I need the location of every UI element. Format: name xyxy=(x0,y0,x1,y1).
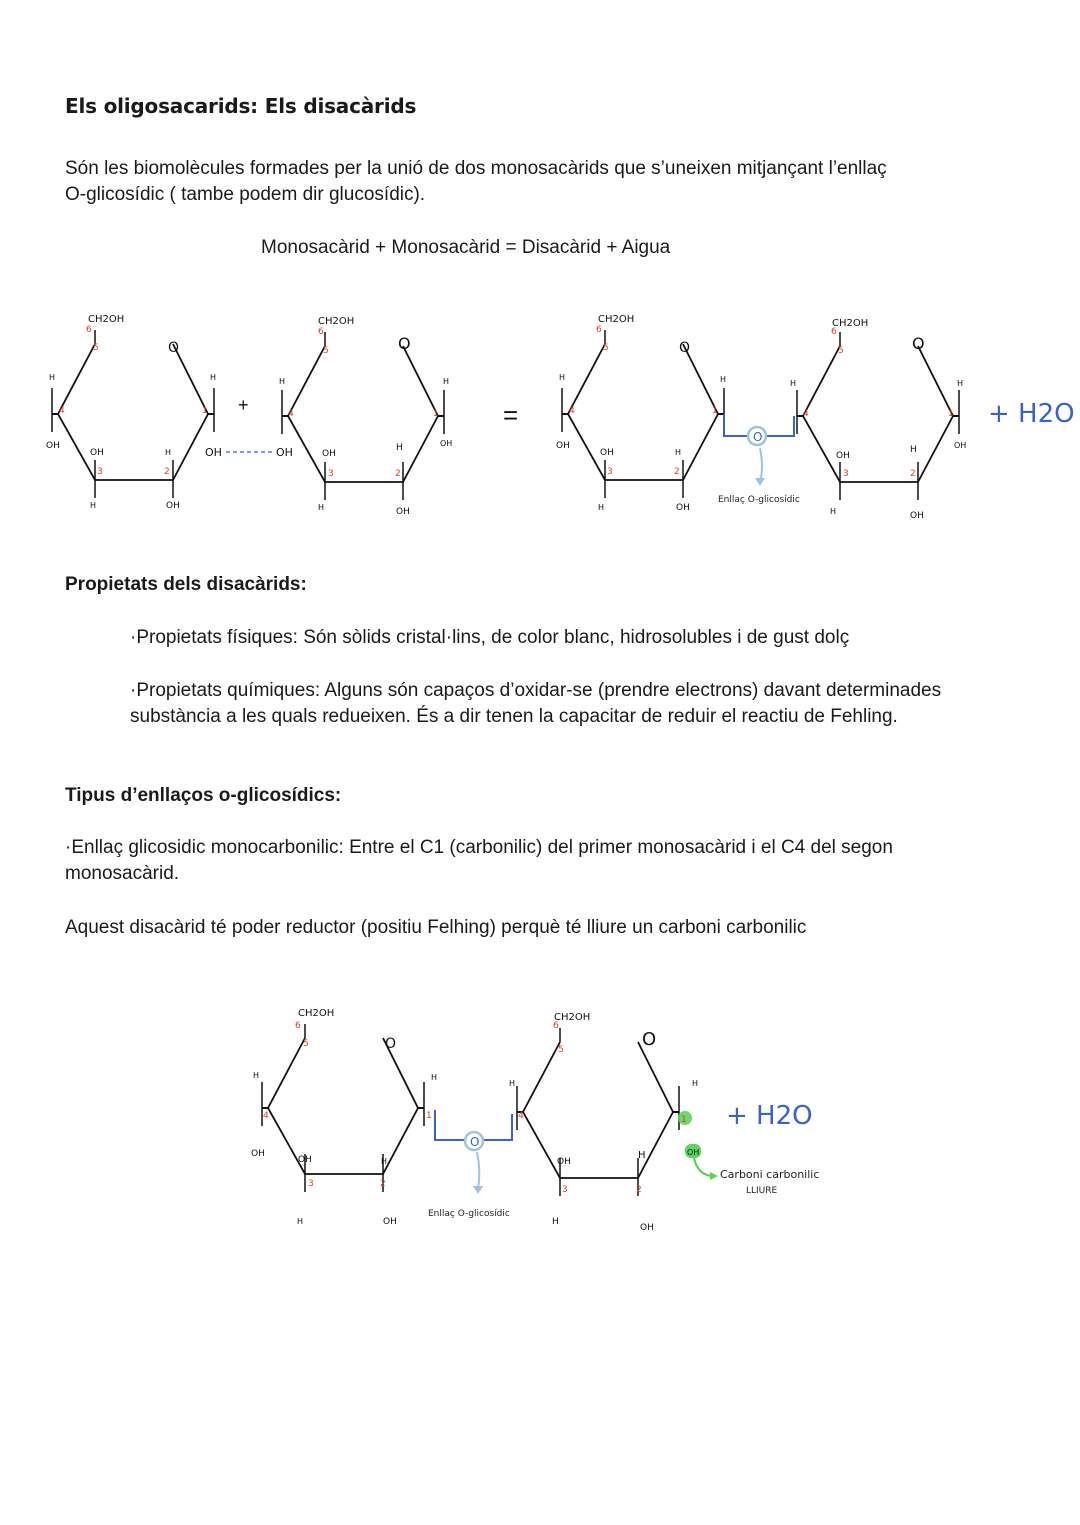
ring-b xyxy=(282,332,444,500)
h-label-e2: H xyxy=(431,1073,438,1082)
bond-pointer-arrow-2 xyxy=(477,1152,479,1188)
h-label-f2: H xyxy=(692,1079,699,1088)
h-label-a2: H xyxy=(210,373,217,382)
carbon-4-a: 4 xyxy=(59,406,65,416)
plus-sign: + xyxy=(238,395,249,415)
reaction-diagram xyxy=(0,300,1080,560)
h-label-b4: H xyxy=(318,503,325,512)
carbon-5-d: 5 xyxy=(838,346,844,356)
h-label-e1: H xyxy=(253,1071,260,1080)
oh-label-e1: OH xyxy=(251,1149,265,1159)
equals-sign: = xyxy=(503,400,519,430)
h-label-f3: H xyxy=(638,1150,646,1161)
carbon-2-a: 2 xyxy=(164,467,170,477)
carbon-4-f: 4 xyxy=(518,1111,524,1121)
properties-heading: Propietats dels disacàrids: xyxy=(65,574,307,595)
carbon-4-e: 4 xyxy=(263,1111,269,1121)
carbon-5-f: 5 xyxy=(558,1045,564,1055)
carbon-1-b: 1 xyxy=(433,409,439,419)
carbon-1-e: 1 xyxy=(426,1111,432,1121)
h-label-c2: H xyxy=(720,375,727,384)
ring-oxygen-f: O xyxy=(642,1029,657,1050)
ring-oxygen-d: O xyxy=(912,334,925,353)
ring-e xyxy=(262,1024,424,1192)
physical-properties: ·Propietats físiques: Són sòlids cristal·lins, de color blanc, hidrosolubles i de gust dolç xyxy=(130,627,850,648)
carbon-5-c: 5 xyxy=(603,343,609,353)
carbon-2-c: 2 xyxy=(674,467,680,477)
glycosidic-bond-2 xyxy=(428,1110,512,1219)
carbon-2-e: 2 xyxy=(380,1179,386,1189)
ch2oh-label-d: CH2OH xyxy=(832,318,869,329)
page-title: Els oligosacarids: Els disacàrids xyxy=(65,94,417,118)
water-product-1: + H2O xyxy=(988,399,1075,429)
h-label-e4: H xyxy=(297,1217,304,1226)
oh-label-e2: OH xyxy=(298,1155,312,1165)
bond-pointer-arrow xyxy=(760,448,762,482)
carbon-3-b: 3 xyxy=(328,469,334,479)
carbon-5-b: 5 xyxy=(323,346,329,356)
h-label-c4: H xyxy=(598,503,605,512)
oh-label-d3: OH xyxy=(954,441,967,450)
chemical-properties xyxy=(130,678,941,730)
carbon-1-f: 1 xyxy=(681,1115,687,1125)
carbon-5-a: 5 xyxy=(93,343,99,353)
h-label-d2: H xyxy=(957,379,964,388)
h-label-d4: H xyxy=(830,507,837,516)
ring-d xyxy=(797,332,959,500)
ring-oxygen-a: O xyxy=(168,340,180,356)
oh-label-f3: OH xyxy=(687,1148,700,1157)
carbon-6-d: 6 xyxy=(831,327,837,337)
bridge-oxygen-2: O xyxy=(470,1135,480,1149)
carbon-6-b: 6 xyxy=(318,327,324,337)
intro-paragraph xyxy=(65,156,887,208)
intro-line-2: O-glicosídic ( tambe podem dir glucosídic). xyxy=(65,184,426,205)
oh-label-b4: OH xyxy=(396,507,410,517)
chemical-line-2: substància a les quals redueixen. És a dir tenen la capacitar de reduir el reactiu de Fehling. xyxy=(130,706,898,727)
oh-label-c2: OH xyxy=(600,448,614,458)
bond-label-1: Enllaç O-glicosídic xyxy=(718,495,800,505)
mono-line-2: monosacàrid. xyxy=(65,863,180,884)
chemical-line-1: ·Propietats químiques: Alguns són capaços d’oxidar-se (prendre electrons) davant determinades xyxy=(130,680,942,701)
ring-oxygen-c: O xyxy=(679,340,691,356)
oh-label-a1: OH xyxy=(46,441,60,451)
h-label-d1: H xyxy=(790,379,797,388)
monocarbonilic-bond xyxy=(65,835,893,887)
carbon-4-c: 4 xyxy=(569,406,575,416)
carbon-4-d: 4 xyxy=(803,409,809,419)
carbon-1-c: 1 xyxy=(712,406,718,416)
free-carbon-label-1: Carboni carbonilic xyxy=(720,1168,820,1181)
h-label-a1: H xyxy=(49,373,56,382)
carbon-2-d: 2 xyxy=(910,469,916,479)
oh-label-f2: OH xyxy=(557,1157,571,1167)
oh-label-a4: OH xyxy=(166,501,180,511)
ch2oh-label-c: CH2OH xyxy=(598,314,635,325)
ring-oxygen-e: O xyxy=(385,1036,397,1052)
bond-label-2: Enllaç O-glicosídic xyxy=(428,1209,510,1219)
h-label-c1: H xyxy=(559,373,566,382)
oh-label-c4: OH xyxy=(676,503,690,513)
carbon-5-e: 5 xyxy=(303,1039,309,1049)
mono-line-1: ·Enllaç glicosidic monocarbonilic: Entre el C1 (carbonilic) del primer monosacàrid i el C4 del segon xyxy=(65,837,893,858)
oh-label-a2: OH xyxy=(90,448,104,458)
glycosidic-bond-1 xyxy=(718,414,800,505)
bonds-heading: Tipus d’enllaços o-glicosídics: xyxy=(65,785,342,806)
carbon-6-f: 6 xyxy=(553,1021,559,1031)
carbon-1-d: 1 xyxy=(948,409,954,419)
carbon-2-f: 2 xyxy=(636,1185,642,1195)
oh-label-b1: OH xyxy=(276,446,293,459)
oh-label-b3: OH xyxy=(440,439,453,448)
oh-label-d4: OH xyxy=(910,511,924,521)
intro-line-1: Són les biomolècules formades per la unió de dos monosacàrids que s’uneixen mitjançant l’enllaç xyxy=(65,158,887,179)
oh-label-c1: OH xyxy=(556,441,570,451)
h-label-f4: H xyxy=(552,1217,559,1227)
h-label-b3: H xyxy=(396,443,403,453)
bridge-oxygen-1: O xyxy=(753,430,763,444)
ch2oh-label-b: CH2OH xyxy=(318,316,355,327)
ring-oxygen-b: O xyxy=(398,334,411,353)
ch2oh-label-e: CH2OH xyxy=(298,1008,335,1019)
reducer-sentence: Aquest disacàrid té poder reductor (positiu Felhing) perquè té lliure un carboni carbonilic xyxy=(65,917,807,938)
ring-c xyxy=(562,330,727,498)
carbon-3-a: 3 xyxy=(97,467,103,477)
carbon-6-a: 6 xyxy=(86,325,92,335)
carbon-1-a: 1 xyxy=(202,406,208,416)
ring-f xyxy=(517,1028,679,1196)
free-carbon-label-2: LLIURE xyxy=(746,1186,778,1196)
equation: Monosacàrid + Monosacàrid = Disacàrid + Aigua xyxy=(261,237,671,258)
carbon-2-b: 2 xyxy=(395,469,401,479)
h-label-a4: H xyxy=(90,501,97,510)
carbon-4-b: 4 xyxy=(288,409,294,419)
carbon-6-c: 6 xyxy=(596,325,602,335)
h-label-d3: H xyxy=(910,445,917,455)
oh-label-b2: OH xyxy=(322,449,336,459)
carbon-3-c: 3 xyxy=(607,467,613,477)
ring-a xyxy=(52,330,217,498)
h-label-b2: H xyxy=(443,377,450,386)
oh-label-d2: OH xyxy=(836,451,850,461)
h-label-e3: H xyxy=(381,1157,388,1166)
h-label-b1: H xyxy=(279,377,286,386)
carbon-6-e: 6 xyxy=(295,1021,301,1031)
carbon-3-d: 3 xyxy=(843,469,849,479)
ch2oh-label-f: CH2OH xyxy=(554,1012,591,1023)
h-label-a3: H xyxy=(165,448,172,457)
oh-label-f4: OH xyxy=(640,1223,654,1233)
oh-label-e4: OH xyxy=(383,1217,397,1227)
water-product-2: + H2O xyxy=(726,1101,813,1131)
ch2oh-label-a: CH2OH xyxy=(88,314,125,325)
oh-label-a3: OH xyxy=(205,446,222,459)
carbon-3-f: 3 xyxy=(562,1185,568,1195)
h-label-c3: H xyxy=(675,448,682,457)
monocarbonilic-diagram xyxy=(0,1000,1080,1260)
carbon-3-e: 3 xyxy=(308,1179,314,1189)
h-label-f1: H xyxy=(509,1079,516,1088)
